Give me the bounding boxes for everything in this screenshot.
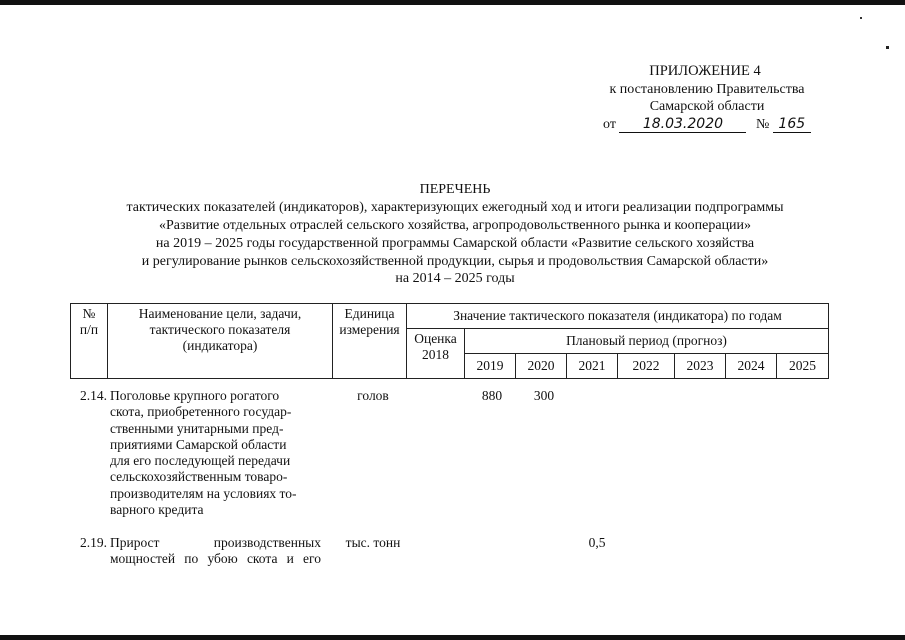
row-indicator-name (110, 535, 321, 568)
appendix-region-line: Самарской области (649, 99, 765, 114)
row-name-line: варного кредита (110, 502, 204, 518)
heading-line: на 2019 – 2025 годы государственной программы Самарской области «Развитие сельского хозяйства (155, 236, 755, 251)
date-prefix: от (603, 117, 616, 132)
scan-speck (886, 46, 889, 49)
header-estimate-cell (407, 329, 465, 379)
header-year-2025: 2025 (777, 354, 829, 379)
appendix-date-number-line (603, 116, 823, 133)
row-indicator-name (110, 388, 335, 518)
row-name-line: приятиями Самарской области (110, 436, 287, 452)
row-value-2020: 300 (533, 388, 555, 403)
appendix-title: ПРИЛОЖЕНИЕ 4 (649, 63, 761, 79)
row-name-line: мощностей по убою скота и его (110, 551, 321, 567)
row-name-line: Поголовье крупного рогатого (110, 388, 280, 403)
header-number-label: № (82, 306, 96, 321)
header-year-2022: 2022 (618, 354, 675, 379)
row-name-line: производителям на условиях то- (110, 485, 297, 501)
header-unit-label: Единица (344, 306, 395, 321)
document-title: ПЕРЕЧЕНЬ (419, 182, 491, 197)
row-value-2019: 880 (481, 388, 503, 403)
scan-top-border (0, 0, 905, 5)
row-unit: голов (357, 388, 389, 403)
header-number-cell (71, 304, 108, 379)
header-year-2020: 2020 (516, 354, 567, 379)
scan-speck (860, 17, 862, 19)
handwritten-number: 165 (773, 117, 811, 133)
header-name-label: (индикатора) (182, 338, 258, 353)
header-year-2024: 2024 (726, 354, 777, 379)
heading-line: тактических показателей (индикаторов), характеризующих ежегодный ход и итоги реализации подпрограммы (126, 200, 784, 215)
heading-line: на 2014 – 2025 годы (395, 271, 515, 286)
header-year-2023: 2023 (675, 354, 726, 379)
row-name-line: скота, приобретенного государ- (110, 404, 292, 420)
header-values-group: Значение тактического показателя (индикатора) по годам (407, 304, 829, 329)
row-value-2021: 0,5 (588, 535, 606, 550)
header-planned-period: Плановый период (прогноз) (465, 329, 829, 354)
heading-line: и регулирование рынков сельскохозяйственной продукции, сырья и продовольствия Самарской области» (141, 254, 769, 269)
header-estimate-year: 2018 (422, 347, 449, 362)
row-number: 2.19. (80, 535, 107, 550)
header-name-cell (108, 304, 333, 379)
row-name-line: ственными унитарными пред- (110, 420, 284, 436)
header-name-label: Наименование цели, задачи, (138, 306, 302, 321)
appendix-resolution-line: к постановлению Правительства (609, 82, 805, 97)
row-name-line: сельскохозяйственным товаро- (110, 469, 288, 485)
header-year-2019: 2019 (465, 354, 516, 379)
header-unit-label: измерения (339, 322, 400, 337)
handwritten-date: 18.03.2020 (619, 117, 746, 133)
header-number-sublabel: п/п (79, 322, 99, 337)
row-unit: тыс. тонн (345, 535, 401, 550)
heading-line: «Развитие отдельных отраслей сельского хозяйства, агропродовольственного рынка и кооперации» (158, 218, 752, 233)
row-number: 2.14. (80, 388, 107, 403)
row-name-line: для его последующей передачи (110, 453, 291, 469)
row-name-line: Прирост производственных (110, 535, 321, 550)
header-unit-cell (333, 304, 407, 379)
header-name-label: тактического показателя (149, 322, 291, 337)
scan-bottom-border (0, 635, 905, 640)
header-year-2021: 2021 (567, 354, 618, 379)
indicators-table-header (70, 303, 829, 379)
header-estimate-label: Оценка (414, 331, 457, 346)
number-prefix: № (755, 117, 770, 132)
